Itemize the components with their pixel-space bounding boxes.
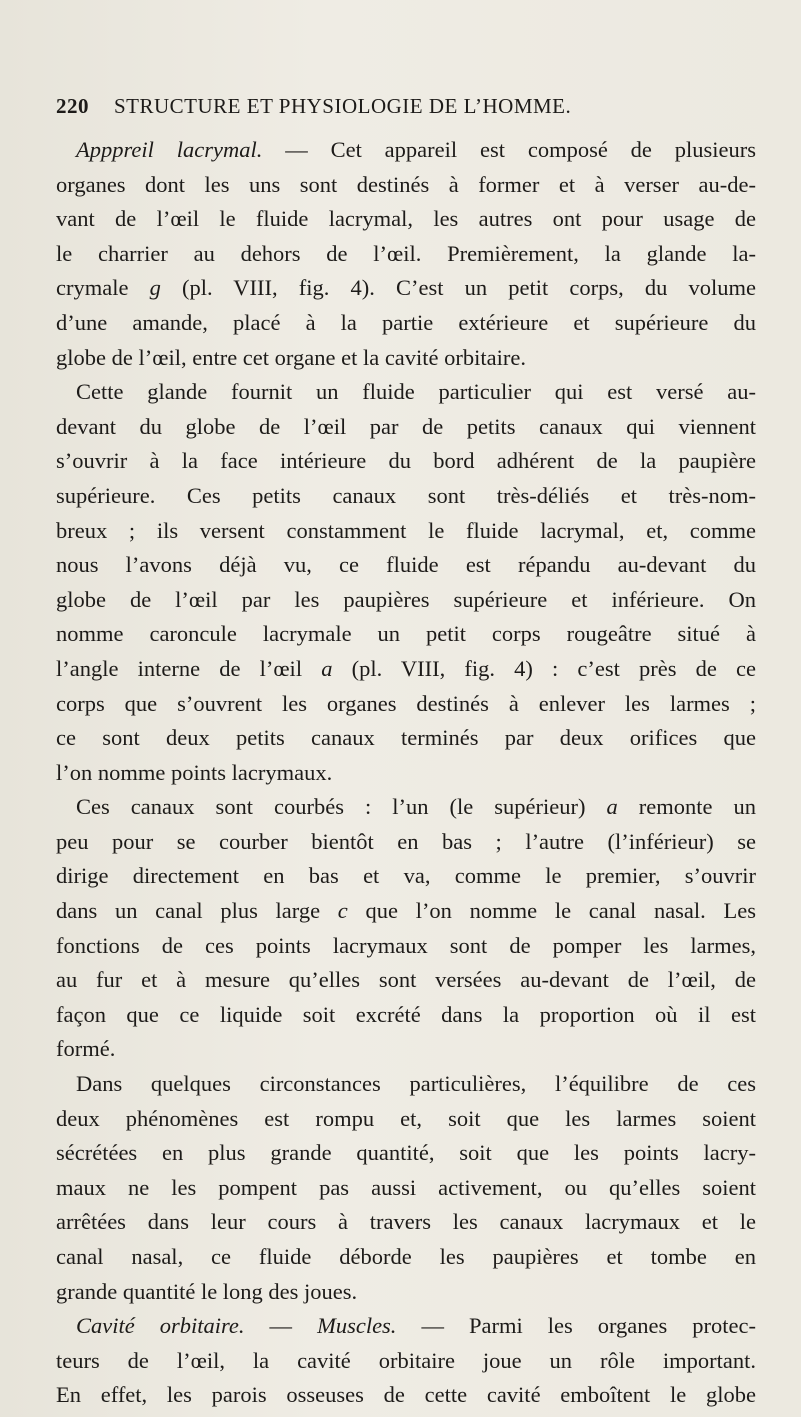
text-run: au fur et à mesure qu’elles sont versées au-devant de l’œil, de [56,967,756,993]
text-line [56,1240,756,1275]
text-line [56,894,756,929]
text-line [56,721,756,756]
text-run: d’une amande, placé à la partie extérieure et supérieure du [56,309,756,335]
text-run: supérieure. Ces petits canaux sont très-déliés et très-nom- [56,482,756,508]
text-run: canal nasal, ce fluide déborde les paupières et tombe en [56,1244,756,1269]
text-run: Cette glande fournit un fluide particulier qui est versé au- [76,379,756,405]
text-run: (pl. VIII, fig. 4). C’est un petit corps, du volume [160,275,756,301]
text-line [56,375,756,410]
text-run: nomme caroncule lacrymale un petit corps rougeâtre situé à [56,621,756,647]
italic-run: Apppreil lacrymal. [76,137,263,162]
text-line [56,341,756,376]
italic-run: c [337,898,348,924]
text-line [56,1032,756,1067]
text-run: nous l’avons déjà vu, ce fluide est répandu au-devant du [56,552,756,578]
text-run: grande quantité le long des joues. [56,1278,358,1304]
text-line [56,1136,756,1171]
italic-run: g [149,275,161,301]
text-run: dirige directement en bas et va, comme le premier, s’ouvrir [56,863,756,889]
text-run: crymale [56,275,150,301]
text-line [56,963,756,998]
text-line [56,687,756,722]
text-line [56,825,756,860]
text-run: maux ne les pompent pas aussi activement, ou qu’elles soient [56,1174,756,1200]
text-line [56,1102,756,1137]
text-run: peu pour se courber bientôt en bas ; l’autre (l’inférieur) se [56,828,756,854]
text-line [56,1171,756,1206]
text-run: dans un canal plus large [56,898,338,924]
text-line [56,306,756,341]
text-line [56,410,756,445]
text-run: devant du globe de l’œil par de petits canaux qui viennent [56,413,756,439]
text-line [56,444,756,479]
text-line [56,583,756,618]
text-line [56,1344,756,1379]
text-line [56,617,756,652]
text-line [56,168,756,203]
text-run: Ces canaux sont courbés : l’un (le supérieur) [76,794,607,820]
body-text [56,133,756,1413]
italic-run: a [321,655,333,681]
running-title: STRUCTURE ET PHYSIOLOGIE DE L’HOMME. [114,94,572,118]
text-line [56,514,756,549]
text-run: En effet, les parois osseuses de cette cavité emboîtent le globe [56,1382,756,1408]
text-run: façon que ce liquide soit excrété dans la proportion où il est [56,1001,756,1027]
text-run: s’ouvrir à la face intérieure du bord adhérent de la paupière [56,448,756,474]
text-line [56,237,756,272]
italic-run: a [606,794,618,820]
text-run: — Cet appareil est composé de plusieurs [262,137,756,162]
text-run: globe de l’œil par les paupières supérieure et inférieure. On [56,586,756,612]
text-run: arrêtées dans leur cours à travers les canaux lacrymaux et le [56,1209,756,1235]
text-run: organes dont les uns sont destinés à former et à verser au-de- [56,171,756,197]
text-line [56,929,756,964]
text-line [56,271,756,306]
text-line [56,1378,756,1413]
text-run: teurs de l’œil, la cavité orbitaire joue un rôle important. [56,1347,756,1373]
text-line [56,202,756,237]
text-run: — [244,1313,318,1339]
text-run: l’on nomme points lacrymaux. [56,759,333,785]
text-run: (pl. VIII, fig. 4) : c’est près de ce [332,655,756,681]
text-line [56,1205,756,1240]
italic-run: Cavité orbitaire. [76,1313,245,1339]
text-run: breux ; ils versent constamment le fluide lacrymal, et, comme [56,517,756,543]
text-line [56,998,756,1033]
text-line [56,479,756,514]
text-line [56,1067,756,1102]
text-run: vant de l’œil le fluide lacrymal, les autres ont pour usage de [56,206,756,232]
text-run: corps que s’ouvrent les organes destinés à enlever les larmes ; [56,690,756,716]
text-run: sécrétées en plus grande quantité, soit que les points lacry- [56,1140,756,1166]
text-line [56,790,756,825]
text-line [56,133,756,168]
text-line [56,1309,756,1344]
text-line [56,1275,756,1310]
text-run: — Parmi les organes protec- [396,1313,756,1339]
text-line [56,652,756,687]
text-run: l’angle interne de l’œil [56,655,322,681]
text-run: remonte un [617,794,756,820]
text-run: le charrier au dehors de l’œil. Premièrement, la glande la- [56,240,756,266]
italic-run: Muscles. [317,1313,397,1339]
text-run: formé. [56,1036,116,1062]
text-run: Dans quelques circonstances particulières, l’équilibre de ces [76,1071,756,1097]
text-line [56,756,756,791]
text-line [56,859,756,894]
text-run: fonctions de ces points lacrymaux sont de pomper les larmes, [56,932,756,958]
text-run: que l’on nomme le canal nasal. Les [347,898,756,924]
text-run: globe de l’œil, entre cet organe et la cavité orbitaire. [56,344,526,370]
running-header [56,93,756,119]
text-run: deux phénomènes est rompu et, soit que les larmes soient [56,1105,756,1131]
text-run: ce sont deux petits canaux terminés par deux orifices que [56,725,756,751]
page-number: 220 [56,94,89,118]
text-line [56,548,756,583]
